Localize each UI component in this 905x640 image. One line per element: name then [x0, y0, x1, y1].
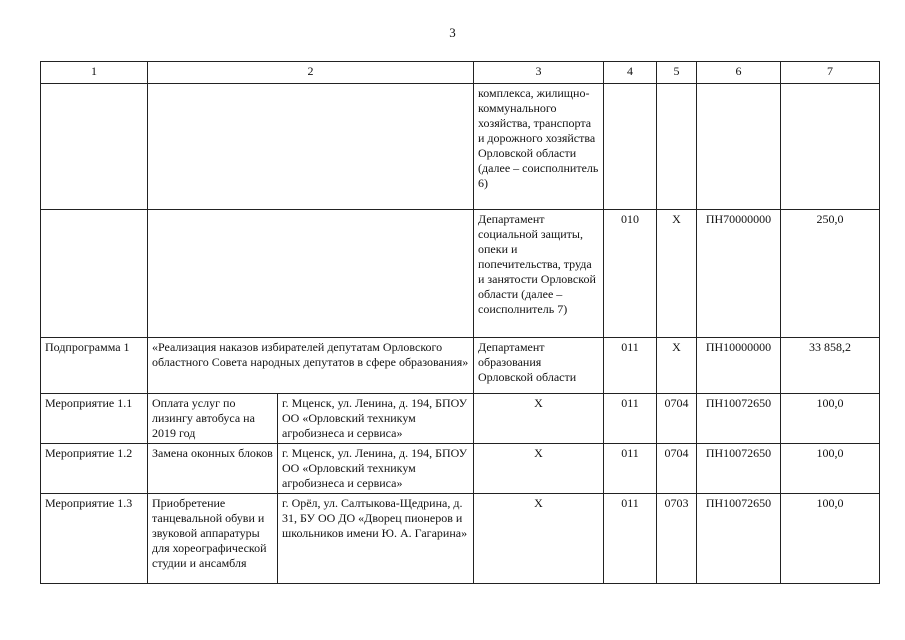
measure-col5: 0704 [657, 444, 697, 494]
header-row [41, 62, 880, 84]
measure-address: г. Мценск, ул. Ленина, д. 194, БПОУ ОО «Орловский техникум агробизнеса и сервиса» [278, 394, 474, 444]
program-table [40, 61, 880, 584]
measure-col7: 100,0 [781, 494, 880, 584]
measure-executor: Х [474, 494, 604, 584]
measure-label: Мероприятие 1.1 [41, 394, 148, 444]
header-cell-4: 4 [604, 62, 657, 84]
header-cell-7: 7 [781, 62, 880, 84]
measure-col5: 0704 [657, 394, 697, 444]
measure-col4: 011 [604, 494, 657, 584]
header-cell-6: 6 [697, 62, 781, 84]
row-label-cell [41, 210, 148, 338]
subprogram-col5: Х [657, 338, 697, 394]
subprogram-label: Подпрограмма 1 [41, 338, 148, 394]
col7-cell [781, 84, 880, 210]
measure-col7: 100,0 [781, 394, 880, 444]
table-row [41, 210, 880, 338]
col4-cell [604, 84, 657, 210]
measure-executor: Х [474, 394, 604, 444]
measure-col4: 011 [604, 394, 657, 444]
measure-col6: ПН10072650 [697, 394, 781, 444]
subprogram-title: «Реализация наказов избирателей депутатам Орловского областного Совета народных депутатов в сфере образования» [148, 338, 474, 394]
header-cell-1: 1 [41, 62, 148, 84]
col5-cell [657, 84, 697, 210]
measure-row [41, 444, 880, 494]
subprogram-col4: 011 [604, 338, 657, 394]
col7-cell: 250,0 [781, 210, 880, 338]
measure-row [41, 394, 880, 444]
page-number: 3 [449, 25, 456, 40]
measure-address: г. Мценск, ул. Ленина, д. 194, БПОУ ОО «Орловский техникум агробизнеса и сервиса» [278, 444, 474, 494]
measure-executor: Х [474, 444, 604, 494]
subprogram-row [41, 338, 880, 394]
col4-cell: 010 [604, 210, 657, 338]
measure-col7: 100,0 [781, 444, 880, 494]
measure-col6: ПН10072650 [697, 494, 781, 584]
executor-cell: Департамент социальной защиты, опеки и попечительства, труда и занятости Орловской области (далее – соисполнитель 7) [474, 210, 604, 338]
col6-cell: ПН70000000 [697, 210, 781, 338]
row-name-cell [148, 210, 474, 338]
measure-name: Оплата услуг по лизингу автобуса на 2019 год [148, 394, 278, 444]
measure-row [41, 494, 880, 584]
subprogram-executor: Департамент образования Орловской области [474, 338, 604, 394]
measure-address: г. Орёл, ул. Салтыкова-Щедрина, д. 31, БУ ОО ДО «Дворец пионеров и школьников имени Ю. А. Гагарина» [278, 494, 474, 584]
header-cell-5: 5 [657, 62, 697, 84]
measure-col4: 011 [604, 444, 657, 494]
col6-cell [697, 84, 781, 210]
subprogram-col6: ПН10000000 [697, 338, 781, 394]
subprogram-col7: 33 858,2 [781, 338, 880, 394]
measure-label: Мероприятие 1.3 [41, 494, 148, 584]
row-name-cell [148, 84, 474, 210]
measure-name: Замена оконных блоков [148, 444, 278, 494]
measure-col5: 0703 [657, 494, 697, 584]
header-cell-2: 2 [148, 62, 474, 84]
col5-cell: Х [657, 210, 697, 338]
measure-col6: ПН10072650 [697, 444, 781, 494]
row-label-cell [41, 84, 148, 210]
header-cell-3: 3 [474, 62, 604, 84]
executor-cell: комплекса, жилищно-коммунального хозяйства, транспорта и дорожного хозяйства Орловской области (далее – соисполнитель 6) [474, 84, 604, 210]
measure-label: Мероприятие 1.2 [41, 444, 148, 494]
measure-name: Приобретение танцевальной обуви и звуковой аппаратуры для хореографической студии и ансамбля [148, 494, 278, 584]
table-row [41, 84, 880, 210]
